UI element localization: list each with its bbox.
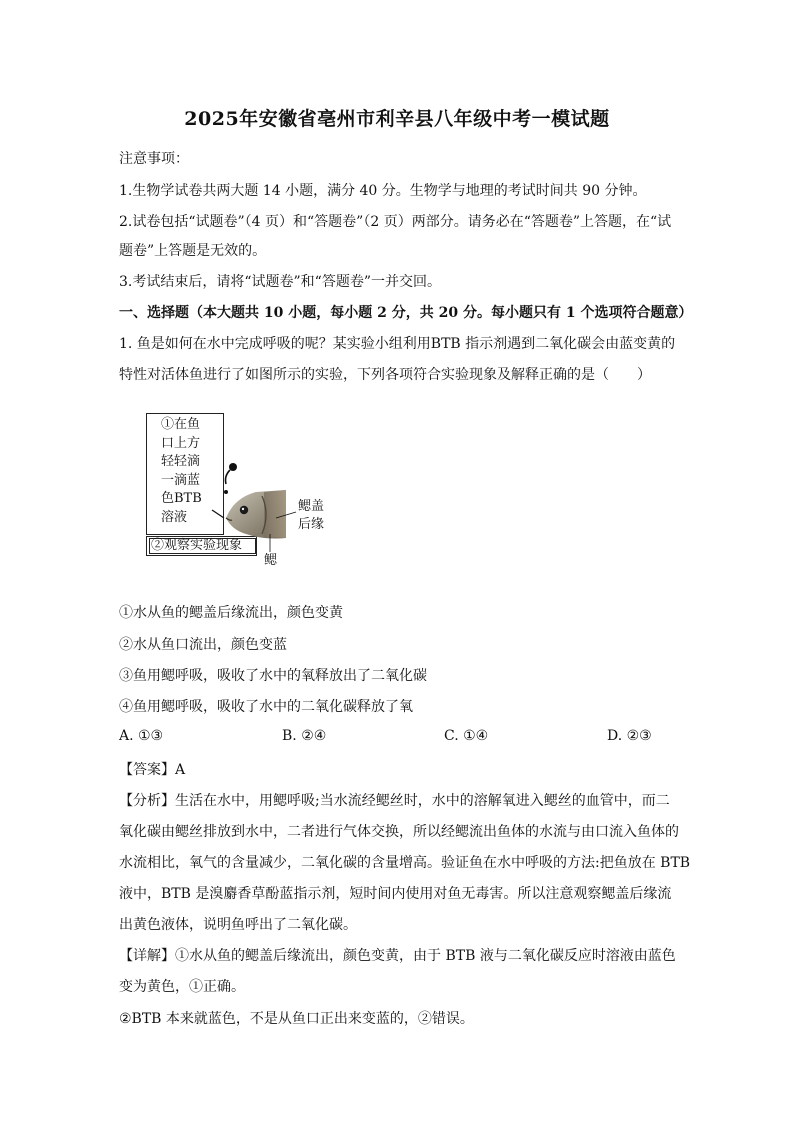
statement: ②水从鱼口流出，颜色变蓝 [119,637,287,653]
notice-heading: 注意事项： [119,151,189,167]
section-heading: 一、选择题（本大题共 10 小题，每小题 2 分，共 20 分。每小题只有 1 个选项符合题意） [119,305,693,321]
statement: ④鱼用鳃呼吸，吸收了水中的二氧化碳释放了氧 [119,699,413,715]
experiment-figure [146,410,346,570]
fish-illustration [146,410,346,570]
operculum-label-line: 后缘 [298,517,325,532]
detail-line: 【详解】①水从鱼的鳃盖后缘流出，颜色变黄，由于 BTB 液与二氧化碳反应时溶液由蓝色 [119,948,676,964]
analysis-line: 出黄色液体，说明鱼呼出了二氧化碳。 [119,917,357,933]
step2-label: ②观察实验现象 [149,538,256,554]
fish-eye [240,506,248,514]
pointer-arrow [212,510,224,518]
question-text: 特性对活体鱼进行了如图所示的实验，下列各项符合实验现象及解释正确的是（ ） [119,367,651,383]
step1-line: ①在鱼 [161,417,201,432]
step1-line: 溶液 [161,509,188,525]
dropper-bulb [229,463,237,471]
notice-item: 1.生物学试卷共两大题 14 小题，满分 40 分。生物学与地理的考试时间共 90 分钟。 [119,183,647,199]
option-c: C. ①④ [444,728,489,744]
notice-item: 2.试卷包括“试题卷”（4 页）和“答题卷”（2 页）两部分。请务必在“答题卷”上答题，在“试 [119,214,672,230]
detail-line: 变为黄色，①正确。 [119,979,245,995]
notice-item: 3.考试结束后，请将“试题卷”和“答题卷”一并交回。 [119,274,441,290]
question-text: 1. 鱼是如何在水中完成呼吸的呢？某实验小组利用BTB 指示剂遇到二氧化碳会由蓝变黄的 [119,336,676,352]
dropper-tube [226,470,231,484]
option-a: A. ①③ [119,728,164,744]
analysis-line: 【分析】生活在水中，用鳃呼吸;当水流经鳃丝时，水中的溶解氧进入鳃丝的血管中，而二 [119,793,670,809]
analysis-line: 水流相比，氧气的含量减少，二氧化碳的含量增高。验证鱼在水中呼吸的方法:把鱼放在 BTB [119,855,691,871]
option-b: B. ②④ [282,728,327,744]
operculum-label-line: 鳃盖 [298,499,325,514]
option-d: D. ②③ [607,728,652,744]
step1-line: 色BTB [161,491,202,506]
step1-line: 一滴蓝 [161,472,201,488]
step1-line: 轻轻滴 [161,454,201,469]
statement: ①水从鱼的鳃盖后缘流出，颜色变黄 [119,605,343,621]
gill-label: 鳃 [264,553,278,568]
fish-scales [264,490,286,538]
drop [224,490,228,494]
statement: ③鱼用鳃呼吸，吸收了水中的氧释放出了二氧化碳 [119,668,427,684]
step1-line: 口上方 [161,435,201,451]
detail-line: ②BTB 本来就蓝色，不是从鱼口正出来变蓝的，②错误。 [119,1011,474,1027]
notice-item: 题卷”上答题是无效的。 [119,243,267,259]
analysis-line: 氧化碳由鳃丝排放到水中，二者进行气体交换，所以经鳃流出鱼体的水流与由口流入鱼体的 [119,824,679,840]
analysis-line: 液中，BTB 是溴麝香草酚蓝指示剂，短时间内使用对鱼无毒害。所以注意观察鳃盖后缘流 [119,886,672,902]
answer: 【答案】A [119,762,186,778]
operculum-label [298,498,324,534]
page-title: 2025年安徽省亳州市利辛县八年级中考一模试题 [184,108,610,130]
